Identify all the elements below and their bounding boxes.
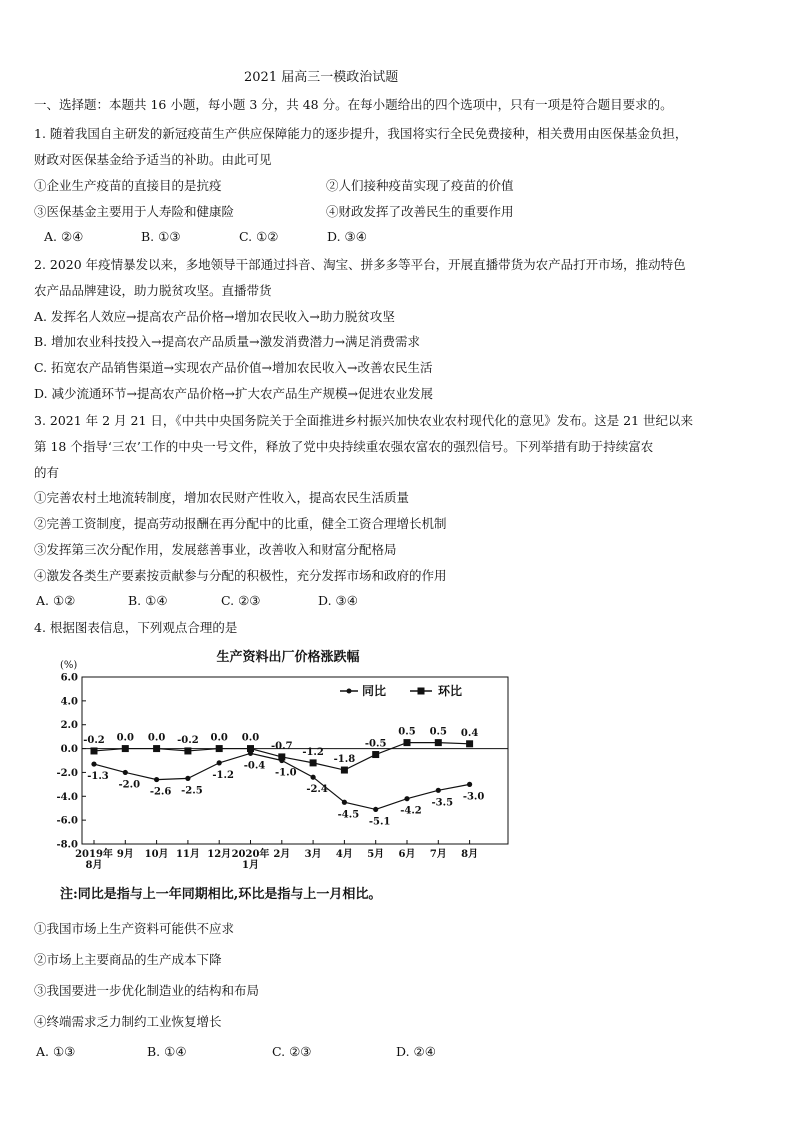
series-mom [83, 727, 478, 774]
q1-statement-4: ④财政发挥了改善民生的重要作用 [326, 204, 514, 219]
y-tick-label: -4.0 [56, 791, 78, 803]
series-yoy-label: -2.4 [306, 784, 328, 796]
q1-option-c[interactable]: C. ①② [239, 229, 279, 244]
series-mom-label: 0.0 [241, 732, 260, 744]
x-tick-label: 6月 [398, 849, 416, 860]
series-yoy-label: -1.2 [212, 769, 234, 781]
q3-option-d[interactable]: D. ③④ [318, 593, 358, 608]
q2-option-a[interactable]: A. 发挥名人效应→提高农产品价格→增加农民收入→助力脱贫攻坚 [34, 309, 395, 324]
q4-option-b[interactable]: B. ①④ [147, 1044, 187, 1059]
series-yoy-point [185, 776, 190, 781]
q1-option-d[interactable]: D. ③④ [327, 229, 367, 244]
series-yoy-point [217, 760, 222, 765]
x-tick-label: 8月 [461, 849, 479, 860]
x-tick-label: 1月 [242, 860, 259, 871]
x-tick-label: 3月 [304, 849, 322, 860]
q2-stem-line2: 农产品品牌建设，助力脱贫攻坚。直播带货 [34, 283, 272, 298]
q4-option-a[interactable]: A. ①③ [36, 1044, 76, 1059]
q1-option-b[interactable]: B. ①③ [141, 229, 181, 244]
series-yoy-point [404, 796, 409, 801]
q2-stem-line1: 2. 2020 年疫情暴发以来，多地领导干部通过抖音、淘宝、拼多多等平台，开展直播带货为农产品打开市场，推动特色 [34, 257, 686, 272]
q3-statement-4: ④激发各类生产要素按贡献参与分配的积极性，充分发挥市场和政府的作用 [34, 568, 447, 583]
series-mom-point [91, 747, 98, 754]
x-tick-label: 2019年 [75, 849, 113, 860]
series-yoy-label: -0.4 [243, 760, 266, 772]
series-yoy-point [373, 807, 378, 812]
series-mom-point [466, 740, 473, 747]
y-tick-label: -2.0 [56, 767, 78, 779]
series-mom-point [122, 745, 129, 752]
x-tick-label: 11月 [175, 849, 200, 860]
q2-option-d[interactable]: D. 减少流通环节→提高农产品价格→扩大农产品生产规模→促进农业发展 [34, 386, 433, 401]
y-tick-label: -6.0 [56, 815, 78, 827]
series-mom-label: -0.2 [177, 734, 199, 746]
q1-stem-line2: 财政对医保基金给予适当的补助。由此可见 [34, 152, 272, 167]
series-yoy-label: -1.3 [87, 771, 109, 783]
q4-statement-3: ③我国要进一步优化制造业的结构和布局 [34, 983, 260, 998]
q1-statement-1: ①企业生产疫苗的直接目的是抗疫 [34, 178, 222, 193]
series-mom-point [153, 745, 160, 752]
q3-statement-1: ①完善农村土地流转制度，增加农民财产性收入，提高农民生活质量 [34, 490, 410, 505]
legend-yoy-marker [347, 689, 352, 694]
legend-mom-marker [418, 688, 425, 695]
q1-statement-2: ②人们接种疫苗实现了疫苗的价值 [326, 178, 514, 193]
q3-options [36, 593, 358, 608]
x-tick-label: 5月 [367, 849, 385, 860]
price-change-chart [40, 646, 510, 904]
series-yoy-label: -3.5 [431, 797, 454, 809]
q3-option-c[interactable]: C. ②③ [221, 593, 261, 608]
series-mom-label: 0.4 [460, 727, 479, 739]
series-yoy-label: -2.6 [149, 786, 172, 798]
series-yoy-label: -1.0 [275, 767, 297, 779]
series-yoy-label: -2.5 [181, 785, 203, 797]
y-tick-label: 4.0 [60, 696, 78, 708]
series-mom-point [184, 747, 191, 754]
series-mom-point [278, 753, 285, 760]
series-mom-point [372, 751, 379, 758]
chart-note: 注:同比是指与上一年同期相比,环比是指与上一月相比。 [60, 887, 382, 902]
x-tick-label: 7月 [429, 849, 447, 860]
q1-stem-line1: 1. 随着我国自主研发的新冠疫苗生产供应保障能力的逐步提升，我国将实行全民免费接种，相关费用由医保基金负担， [34, 126, 688, 141]
x-tick-label: 2020年 [231, 849, 270, 860]
series-mom-point [216, 745, 223, 752]
x-tick-label: 12月 [207, 849, 232, 860]
q4-statement-4: ④终端需求乏力制约工业恢复增长 [34, 1014, 222, 1029]
series-yoy-point [436, 788, 441, 793]
series-mom-label: -0.2 [83, 734, 105, 746]
q4-statement-2: ②市场上主要商品的生产成本下降 [34, 952, 222, 967]
series-yoy-point [342, 800, 347, 805]
series-yoy-label: -5.1 [368, 816, 391, 828]
x-tick-label: 9月 [116, 849, 134, 860]
y-tick-label: 0.0 [60, 744, 78, 756]
q4-statement-1: ①我国市场上生产资料可能供不应求 [34, 921, 235, 936]
q3-statement-2: ②完善工资制度，提高劳动报酬在再分配中的比重，健全工资合理增长机制 [34, 516, 447, 531]
series-mom-label: -1.8 [333, 754, 356, 766]
series-yoy-point [91, 761, 96, 766]
y-tick-label: 6.0 [60, 672, 78, 684]
y-tick-label: 2.0 [60, 720, 78, 732]
q4-stem: 4. 根据图表信息，下列观点合理的是 [34, 620, 238, 635]
chart-legend [340, 683, 462, 698]
series-mom-point [247, 745, 254, 752]
series-yoy [87, 751, 484, 828]
series-yoy-point [154, 777, 159, 782]
series-mom-label: 0.5 [398, 726, 416, 738]
q2-option-b[interactable]: B. 增加农业科技投入→提高农产品质量→激发消费潜力→满足消费需求 [34, 334, 421, 349]
series-yoy-point [311, 775, 316, 780]
page-title: 2021 届高三一模政治试题 [244, 70, 399, 85]
x-tick-label: 8月 [85, 860, 103, 871]
q4-option-c[interactable]: C. ②③ [272, 1044, 312, 1059]
q3-option-b[interactable]: B. ①④ [128, 593, 168, 608]
q3-option-a[interactable]: A. ①② [36, 593, 76, 608]
series-mom-label: 0.5 [429, 726, 448, 738]
series-mom-label: -0.5 [364, 738, 387, 750]
legend-mom-label: 环比 [438, 684, 463, 698]
series-mom-label: -0.7 [271, 740, 293, 752]
x-tick-label: 2月 [273, 849, 291, 860]
q1-option-a[interactable]: A. ②④ [44, 229, 84, 244]
plot-frame [82, 677, 508, 844]
series-mom-label: 0.0 [210, 732, 228, 744]
series-yoy-label: -2.0 [118, 779, 141, 791]
y-axis-unit: (%) [60, 660, 78, 671]
q4-option-d[interactable]: D. ②④ [396, 1044, 436, 1059]
y-tick-label: -8.0 [56, 839, 78, 851]
q3-stem-line1: 3. 2021 年 2 月 21 日，《中共中央国务院关于全面推进乡村振兴加快农业农村现代化的意见》发布。这是 21 世纪以来 [34, 413, 694, 428]
series-yoy-point [123, 770, 128, 775]
x-tick-label: 10月 [144, 849, 169, 860]
q3-statement-3: ③发挥第三次分配作用，发展慈善事业，改善收入和财富分配格局 [34, 542, 397, 557]
series-mom-point [310, 759, 317, 766]
q3-stem-line2: 第 18 个指导‘三农’工作的中央一号文件，释放了党中央持续重农强农富农的强烈信号。下列举措有助于持续富农 [34, 439, 654, 454]
legend-yoy-label: 同比 [362, 684, 387, 698]
series-yoy-label: -3.0 [462, 791, 485, 803]
q1-statement-3: ③医保基金主要用于人寿险和健康险 [34, 204, 235, 219]
x-tick-label: 4月 [335, 849, 353, 860]
chart-title: 生产资料出厂价格涨跌幅 [216, 650, 360, 665]
series-yoy-point [467, 782, 472, 787]
series-yoy-label: -4.2 [400, 805, 422, 817]
series-yoy-label: -4.5 [337, 809, 360, 821]
q2-option-c[interactable]: C. 拓宽农产品销售渠道→实现农产品价值→增加农民收入→改善农民生活 [34, 360, 433, 375]
q1-options [44, 229, 367, 244]
q4-options [36, 1044, 436, 1059]
series-mom-point [404, 739, 411, 746]
series-mom-label: 0.0 [147, 732, 166, 744]
series-mom-label: -1.2 [302, 746, 324, 758]
series-mom-point [341, 767, 348, 774]
series-mom-point [435, 739, 442, 746]
section-heading: 一、选择题：本题共 16 小题，每小题 3 分，共 48 分。在每小题给出的四个选项中，只有一项是符合题目要求的。 [34, 97, 673, 112]
q3-stem-line3: 的有 [34, 465, 60, 480]
series-mom-label: 0.0 [116, 732, 135, 744]
